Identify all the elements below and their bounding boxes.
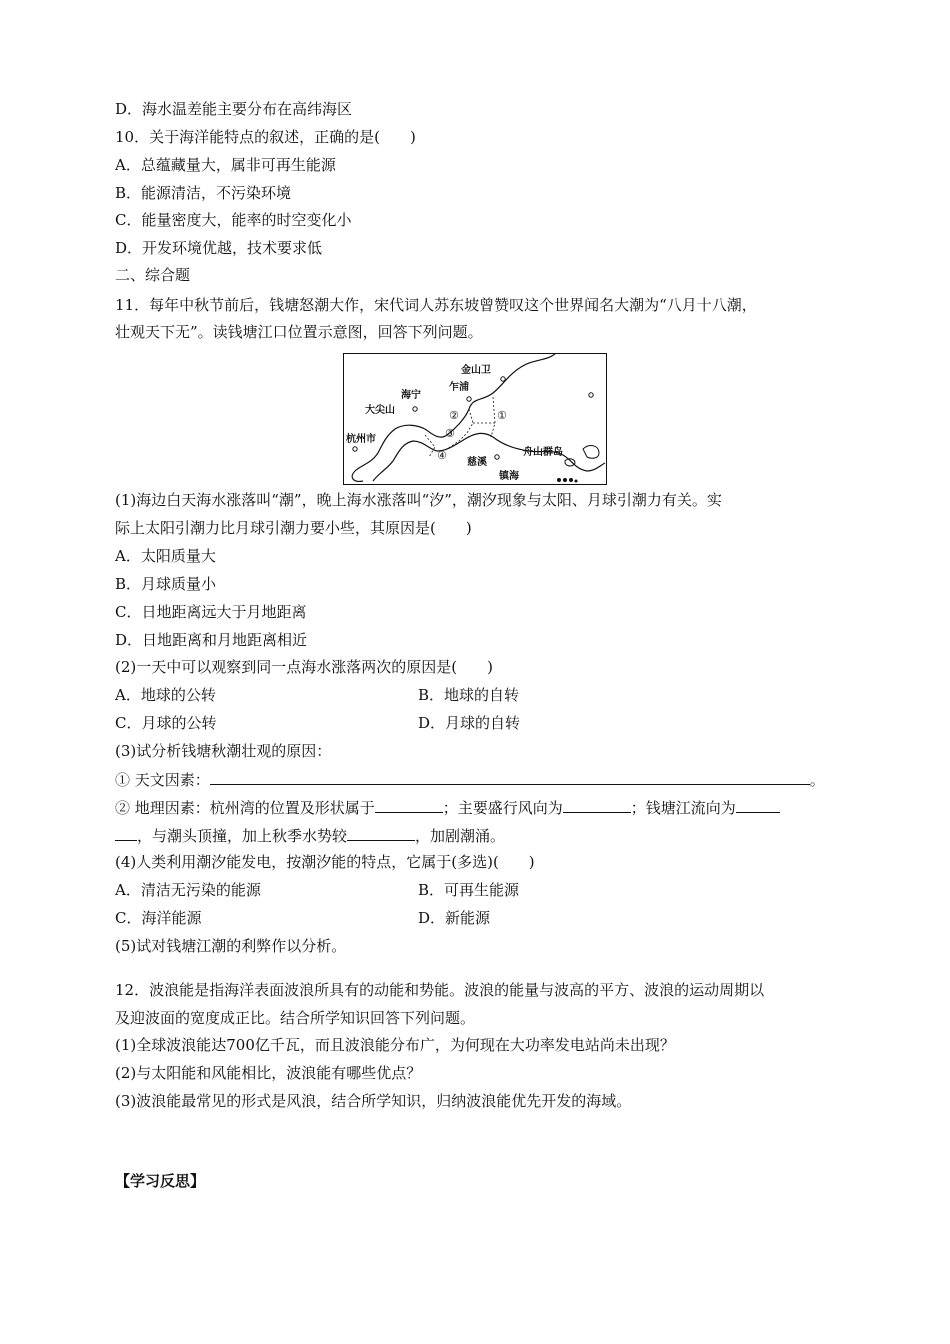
region-number-1: ① <box>497 409 507 422</box>
answer-blank-flow-2[interactable] <box>115 825 137 841</box>
geo-text-e: ，加剧潮涌。 <box>415 827 506 845</box>
q11-p3-geo-line2 <box>115 825 505 846</box>
city-dot-east <box>589 393 593 397</box>
geo-text-b: ；主要盛行风向为 <box>442 799 563 817</box>
city-dot-jinshanwei <box>501 377 505 381</box>
q11-stem-line1: 11．每年中秋节前后，钱塘怒潮大作，宋代词人苏东坡曾赞叹这个世界闻名大潮为“八月十八潮， <box>115 296 757 314</box>
q11-p5-stem: (5)试对钱塘江潮的利弊作以分析。 <box>115 937 347 955</box>
q10-option-c: C．能量密度大，能率的时空变化小 <box>115 211 352 229</box>
island-dot <box>563 478 567 482</box>
q11-p1-option-b: B．月球质量小 <box>115 575 217 593</box>
answer-blank-astro[interactable] <box>210 769 810 785</box>
q10-option-b: B．能源清洁，不污染环境 <box>115 184 292 202</box>
q11-stem-line2: 壮观天下无”。读钱塘江口位置示意图，回答下列问题。 <box>115 323 483 341</box>
answer-blank-flow-1[interactable] <box>736 797 780 813</box>
answer-blank-water[interactable] <box>347 825 415 841</box>
city-dot-zhapu <box>467 397 471 401</box>
q11-p2-option-d: D．月球的自转 <box>418 714 521 732</box>
island-dot <box>575 480 578 483</box>
astro-label: ① 天文因素： <box>115 771 210 789</box>
label-cixi: 慈溪 <box>467 457 487 468</box>
q10-option-a: A．总蕴藏量大，属非可再生能源 <box>115 156 336 174</box>
astro-end: 。 <box>809 771 825 789</box>
label-haining: 海宁 <box>401 390 421 401</box>
label-dajianshan: 大尖山 <box>365 405 395 416</box>
q11-p3-geo-line1 <box>115 797 780 818</box>
q11-p3-astro <box>115 769 825 790</box>
label-zhenhai: 镇海 <box>499 471 519 482</box>
learning-reflection-heading: 【学习反思】 <box>115 1172 206 1190</box>
q11-p1-line1: (1)海边白天海水涨落叫“潮”，晚上海水涨落叫“汐”，潮汐现象与太阳、月球引潮力有关。实 <box>115 491 722 509</box>
island-dot <box>557 478 561 482</box>
q12-p2: (2)与太阳能和风能相比，波浪能有哪些优点？ <box>115 1064 422 1082</box>
q10-stem: 10．关于海洋能特点的叙述，正确的是( ) <box>115 128 416 146</box>
q11-p4-option-a: A．清洁无污染的能源 <box>115 881 261 899</box>
qiantang-estuary-map <box>343 353 607 485</box>
q11-p2-option-a: A．地球的公转 <box>115 686 216 704</box>
q11-p1-option-d: D．日地距离和月地距离相近 <box>115 631 308 649</box>
q11-p4-stem: (4)人类利用潮汐能发电，按潮汐能的特点，它属于(多选)( ) <box>115 853 535 871</box>
region-number-4: ④ <box>437 449 447 462</box>
region-number-3: ③ <box>445 427 455 440</box>
geo-text-d: ，与潮头顶撞，加上秋季水势较 <box>137 827 348 845</box>
section-heading: 二、综合题 <box>115 266 191 284</box>
label-zhoushan: 舟山群岛 <box>523 447 563 458</box>
label-zhapu: 乍浦 <box>449 382 469 393</box>
q9-option-d: D．海水温差能主要分布在高纬海区 <box>115 100 353 118</box>
label-hangzhou: 杭州市 <box>346 434 376 445</box>
q12-stem-line1: 12．波浪能是指海洋表面波浪所具有的动能和势能。波浪的能量与波高的平方、波浪的运动周期以 <box>115 981 765 999</box>
city-dot-zhenhai <box>495 455 499 459</box>
region-number-2: ② <box>449 409 459 422</box>
geo-text-a: ② 地理因素：杭州湾的位置及形状属于 <box>115 799 375 817</box>
city-dot-hangzhou <box>353 447 357 451</box>
q11-p2-option-c: C．月球的公转 <box>115 714 217 732</box>
q12-stem-line2: 及迎波面的宽度成正比。结合所学知识回答下列问题。 <box>115 1009 476 1027</box>
q11-p3-stem: (3)试分析钱塘秋潮壮观的原因： <box>115 742 332 760</box>
q11-p4-option-d: D．新能源 <box>418 909 491 927</box>
label-jinshanwei: 金山卫 <box>461 365 491 376</box>
q11-p2-option-b: B．地球的自转 <box>418 686 520 704</box>
geo-text-c: ；钱塘江流向为 <box>630 799 736 817</box>
city-dot-haining <box>413 407 417 411</box>
answer-blank-wind[interactable] <box>563 797 631 813</box>
q11-p1-option-c: C．日地距离远大于月地距离 <box>115 603 307 621</box>
q11-p2-stem: (2)一天中可以观察到同一点海水涨落两次的原因是( ) <box>115 658 493 676</box>
q11-p4-option-b: B．可再生能源 <box>418 881 520 899</box>
q11-p4-option-c: C．海洋能源 <box>115 909 202 927</box>
island-dot <box>569 478 573 482</box>
answer-blank-bay-shape[interactable] <box>375 797 443 813</box>
q10-option-d: D．开发环境优越，技术要求低 <box>115 239 323 257</box>
q11-p1-option-a: A．太阳质量大 <box>115 547 216 565</box>
q12-p1: (1)全球波浪能达700亿千瓦，而且波浪能分布广，为何现在大功率发电站尚未出现？ <box>115 1036 675 1054</box>
q12-p3: (3)波浪能最常见的形式是风浪，结合所学知识，归纳波浪能优先开发的海域。 <box>115 1092 632 1110</box>
q11-p1-line2: 际上太阳引潮力比月球引潮力要小些，其原因是( ) <box>115 519 472 537</box>
